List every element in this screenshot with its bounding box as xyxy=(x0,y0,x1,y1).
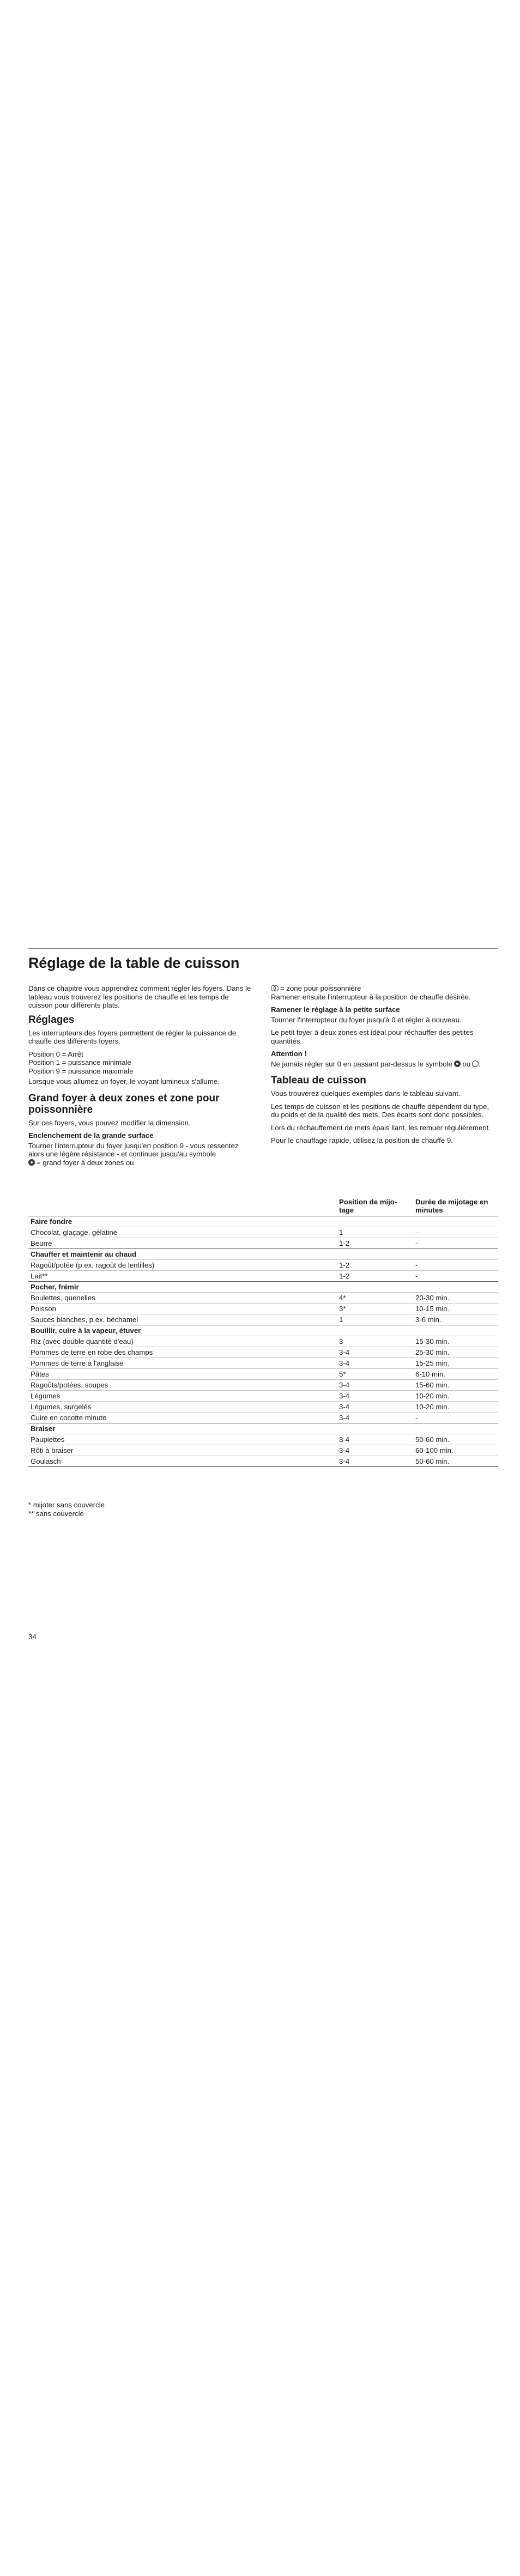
header-duration: Durée de mijotage en minutes xyxy=(413,1197,498,1216)
double-zone-icon xyxy=(28,1159,35,1166)
table-row xyxy=(28,1380,498,1391)
category-label: Chauffer et maintenir au chaud xyxy=(28,1249,498,1260)
duration-cell: - xyxy=(413,1238,498,1249)
tableau-p4: Pour le chauffage rapide, utilisez la position de chauffe 9. xyxy=(271,1136,453,1144)
table-row xyxy=(28,1271,498,1282)
duration-cell: - xyxy=(413,1260,498,1271)
duration-cell: 10-15 min. xyxy=(413,1304,498,1314)
header-position: Position de mijo-tage xyxy=(337,1197,413,1216)
duration-cell: 50-60 min. xyxy=(413,1434,498,1445)
enclenchement-subheading: Enclenchement de la grande surface xyxy=(28,1131,154,1139)
big-zone-line xyxy=(28,1159,255,1167)
category-label: Faire fondre xyxy=(31,1217,72,1226)
page-title: Réglage de la table de cuisson xyxy=(28,955,240,971)
ramener-note: Le petit foyer à deux zones est idéal pour réchauffer des petites quantités. xyxy=(271,1028,474,1045)
grand-foyer-text: Sur ces foyers, vous pouvez modifier la dimension. xyxy=(28,1118,191,1127)
position-cell: 5* xyxy=(337,1369,413,1380)
top-divider xyxy=(28,948,498,949)
footnote: ** sans couvercle xyxy=(28,1509,84,1518)
footnotes xyxy=(28,1501,105,1518)
duration-cell: - xyxy=(413,1413,498,1423)
position-cell: 3-4 xyxy=(337,1445,413,1456)
big-zone-text: = grand foyer à deux zones ou xyxy=(37,1158,134,1167)
ramener-subheading: Ramener le réglage à la petite surface xyxy=(271,1005,400,1014)
category-label: Braiser xyxy=(28,1423,498,1434)
tableau-p2: Les temps de cuisson et les positions de chauffe dépendent du type, du poids et de la qualité des mets. Des écarts sont donc possibles. xyxy=(271,1102,489,1119)
position-cell: 3-4 xyxy=(337,1434,413,1445)
dish-cell: Ragoût/potée (p.ex. ragoût de lentilles) xyxy=(28,1260,337,1271)
table-row xyxy=(28,1293,498,1304)
table-header-row xyxy=(28,1197,498,1216)
dish-cell: Sauces blanches, p.ex. béchamel xyxy=(28,1314,337,1325)
right-column xyxy=(271,984,498,1147)
table-category-row xyxy=(28,1249,498,1260)
dish-cell: Pommes de terre en robe des champs xyxy=(28,1347,337,1358)
dish-cell: Ragoûts/potées, soupes xyxy=(28,1380,337,1391)
table-row xyxy=(28,1434,498,1445)
fish-zone-symbol-icon xyxy=(472,1060,479,1067)
footnote: * mijoter sans couvercle xyxy=(28,1501,105,1509)
duration-cell: 15-25 min. xyxy=(413,1358,498,1369)
table-row xyxy=(28,1347,498,1358)
dish-cell: Riz (avec double quantité d'eau) xyxy=(28,1336,337,1347)
position-cell: 3-4 xyxy=(337,1413,413,1423)
dish-cell: Chocolat, glaçage, gélatine xyxy=(28,1227,337,1238)
dish-cell: Poisson xyxy=(28,1304,337,1314)
dish-cell: Paupiettes xyxy=(28,1434,337,1445)
dish-cell: Goulasch xyxy=(28,1456,337,1467)
position-cell: 3 xyxy=(337,1336,413,1347)
positions-list xyxy=(28,1050,255,1076)
table-row xyxy=(28,1336,498,1347)
table-body xyxy=(28,1216,498,1467)
position-cell: 1-2 xyxy=(337,1271,413,1282)
ramener-text: Tourner l'interrupteur du foyer jusqu'à 0 et régler à nouveau. xyxy=(271,1015,462,1024)
table-row xyxy=(28,1358,498,1369)
duration-cell: 25-30 min. xyxy=(413,1347,498,1358)
dish-cell: Légumes xyxy=(28,1391,337,1402)
reglages-text: Les interrupteurs des foyers permettent de régler la puissance de chauffe des différents foyers. xyxy=(28,1028,237,1045)
header-dish xyxy=(28,1197,337,1216)
table-row xyxy=(28,1391,498,1402)
table-row xyxy=(28,1260,498,1271)
fish-zone-text: = zone pour poissonnière xyxy=(280,984,361,992)
position-cell: 3-4 xyxy=(337,1456,413,1467)
reglages-heading: Réglages xyxy=(28,1014,75,1026)
dish-cell: Lait** xyxy=(28,1271,337,1282)
table-row xyxy=(28,1369,498,1380)
table-category-row xyxy=(28,1423,498,1434)
table-category-row xyxy=(28,1325,498,1336)
duration-cell: 15-60 min. xyxy=(413,1380,498,1391)
page-number: 34 xyxy=(28,1633,37,1641)
duration-cell: 50-60 min. xyxy=(413,1456,498,1467)
position-cell: 1 xyxy=(337,1227,413,1238)
enclenchement-after-text: Ramener ensuite l'interrupteur à la position de chauffe désirée. xyxy=(271,992,471,1001)
fish-zone-line xyxy=(271,984,498,993)
category-label: Pocher, frémir xyxy=(28,1282,498,1293)
table-category-row xyxy=(28,1282,498,1293)
position-item: Position 1 = puissance minimale xyxy=(28,1058,131,1066)
dish-cell: Pommes de terre à l'anglaise xyxy=(28,1358,337,1369)
dish-cell: Légumes, surgelés xyxy=(28,1402,337,1413)
dish-cell: Beurre xyxy=(28,1238,337,1249)
tableau-p3: Lors du réchauffement de mets épais llant, les remuer régulièrement. xyxy=(271,1123,491,1132)
dish-cell: Cuire en cocotte minute xyxy=(28,1413,337,1423)
duration-cell: 3-6 min. xyxy=(413,1314,498,1325)
table-row xyxy=(28,1402,498,1413)
duration-cell: 10-20 min. xyxy=(413,1402,498,1413)
left-column xyxy=(28,984,255,1169)
attention-text-c: . xyxy=(479,1059,481,1068)
table-row xyxy=(28,1304,498,1314)
position-cell: 3-4 xyxy=(337,1358,413,1369)
duration-cell: 6-10 min. xyxy=(413,1369,498,1380)
table-row xyxy=(28,1456,498,1467)
double-zone-icon xyxy=(454,1060,461,1067)
position-cell: 1 xyxy=(337,1314,413,1325)
grand-foyer-heading: Grand foyer à deux zones et zone pour poissonnière xyxy=(28,1092,220,1116)
position-cell: 3-4 xyxy=(337,1380,413,1391)
cooking-table xyxy=(28,1197,498,1467)
duration-cell: 20-30 min. xyxy=(413,1293,498,1304)
dish-cell: Rôti à braiser xyxy=(28,1445,337,1456)
attention-text xyxy=(271,1060,498,1069)
reglages-note: Lorsque vous allumez un foyer, le voyant lumineux s'allume. xyxy=(28,1077,220,1086)
position-item: Position 9 = puissance maximale xyxy=(28,1066,134,1075)
table-category-row xyxy=(28,1216,498,1227)
category-label: Bouillir, cuire à la vapeur, étuver xyxy=(28,1325,498,1336)
duration-cell: - xyxy=(413,1271,498,1282)
duration-cell: - xyxy=(413,1227,498,1238)
table-row xyxy=(28,1238,498,1249)
duration-cell: 60-100 min. xyxy=(413,1445,498,1456)
duration-cell: 15-30 min. xyxy=(413,1336,498,1347)
tableau-p1: Vous trouverez quelques exemples dans le tableau suivant. xyxy=(271,1089,461,1098)
attention-text-a: Ne jamais régler sur 0 en passant par-dessus le symbole xyxy=(271,1059,452,1068)
table-row xyxy=(28,1413,498,1423)
tableau-heading: Tableau de cuisson xyxy=(271,1075,366,1086)
intro-text: Dans ce chapitre vous apprendrez comment régler les foyers. Dans le tableau vous trouverez les positions de chauffe et les temps de cuisson pour différents plats. xyxy=(28,984,251,1009)
table-row xyxy=(28,1227,498,1238)
table-row xyxy=(28,1445,498,1456)
position-cell: 3-4 xyxy=(337,1347,413,1358)
attention-text-b: ou xyxy=(462,1059,471,1068)
dish-cell: Pâtes xyxy=(28,1369,337,1380)
table-row xyxy=(28,1314,498,1325)
position-cell: 1-2 xyxy=(337,1238,413,1249)
position-cell: 4* xyxy=(337,1293,413,1304)
fish-zone-icon xyxy=(271,985,279,991)
duration-cell: 10-20 min. xyxy=(413,1391,498,1402)
position-item: Position 0 = Arrêt xyxy=(28,1050,83,1058)
attention-label: Attention ! xyxy=(271,1050,307,1058)
enclenchement-text: Tourner l'interrupteur du foyer jusqu'en position 9 - vous ressentez alors une légère résistance - et continuer jusqu'au symbole xyxy=(28,1141,239,1158)
dish-cell: Boulettes, quenelles xyxy=(28,1293,337,1304)
position-cell: 1-2 xyxy=(337,1260,413,1271)
position-cell: 3-4 xyxy=(337,1391,413,1402)
position-cell: 3-4 xyxy=(337,1402,413,1413)
position-cell: 3* xyxy=(337,1304,413,1314)
